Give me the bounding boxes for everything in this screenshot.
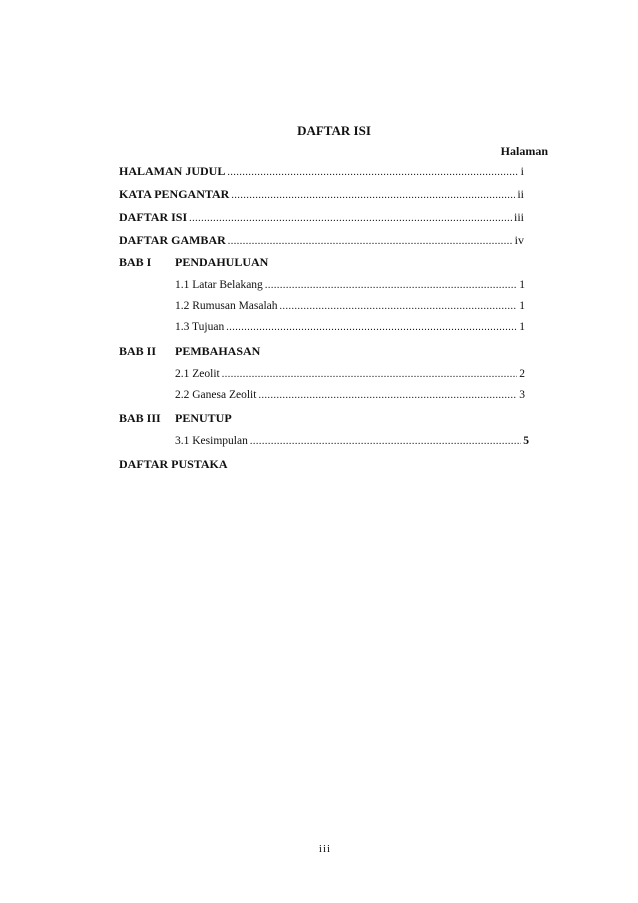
toc-chapter-bab-1[interactable] (119, 255, 268, 270)
dot-leader (250, 434, 521, 449)
toc-entry-daftar-gambar[interactable] (119, 233, 524, 248)
toc-section-label: 1.2 Rumusan Masalah (175, 300, 278, 312)
toc-entry-daftar-pustaka[interactable] (119, 457, 228, 472)
toc-section-label: 1.3 Tujuan (175, 321, 225, 333)
dot-leader (189, 211, 512, 226)
toc-section-2-2[interactable] (175, 388, 525, 403)
toc-entry-page: i (520, 164, 524, 178)
chapter-name: PEMBAHASAN (175, 344, 261, 358)
dot-leader (280, 299, 518, 314)
toc-section-3-1[interactable] (175, 434, 529, 449)
toc-section-1-3[interactable] (175, 320, 525, 335)
dot-leader (231, 188, 515, 203)
toc-section-page: 2 (519, 368, 525, 380)
toc-entry-page: ii (517, 187, 524, 201)
toc-entry-halaman-judul[interactable] (119, 164, 524, 179)
chapter-name: PENUTUP (175, 411, 232, 425)
toc-entry-label: DAFTAR ISI (119, 210, 188, 224)
toc-section-1-1[interactable] (175, 278, 525, 293)
toc-entry-daftar-isi[interactable] (119, 210, 524, 225)
page-column-header: Halaman (500, 144, 548, 158)
toc-entry-label: DAFTAR PUSTAKA (119, 457, 228, 471)
toc-section-label: 3.1 Kesimpulan (175, 435, 248, 447)
toc-entry-label: DAFTAR GAMBAR (119, 233, 226, 247)
dot-leader (258, 388, 517, 403)
toc-entry-label: KATA PENGANTAR (119, 187, 230, 201)
dot-leader (227, 165, 518, 180)
dot-leader (222, 367, 518, 382)
toc-entry-page: iii (513, 210, 524, 224)
chapter-name: PENDAHULUAN (175, 255, 269, 269)
toc-section-page: 1 (519, 279, 525, 291)
toc-section-page: 1 (519, 321, 525, 333)
toc-chapter-bab-2[interactable] (119, 344, 260, 359)
toc-title: DAFTAR ISI (297, 123, 371, 138)
toc-section-page: 3 (519, 389, 525, 401)
toc-entry-kata-pengantar[interactable] (119, 187, 524, 202)
toc-section-page: 1 (519, 300, 525, 312)
toc-section-label: 1.1 Latar Belakang (175, 279, 263, 291)
toc-section-label: 2.2 Ganesa Zeolit (175, 389, 257, 401)
toc-chapter-bab-3[interactable] (119, 411, 232, 426)
toc-section-2-1[interactable] (175, 367, 525, 382)
toc-section-1-2[interactable] (175, 299, 525, 314)
chapter-code: BAB III (119, 411, 161, 425)
chapter-code: BAB II (119, 344, 157, 358)
dot-leader (265, 278, 517, 293)
toc-section-page: 5 (523, 435, 529, 447)
toc-entry-page: iv (514, 233, 524, 247)
dot-leader (228, 234, 513, 249)
toc-section-label: 2.1 Zeolit (175, 368, 220, 380)
page-number-footer: iii (318, 843, 332, 855)
dot-leader (226, 320, 517, 335)
chapter-code: BAB I (119, 255, 152, 269)
toc-entry-label: HALAMAN JUDUL (119, 164, 226, 178)
